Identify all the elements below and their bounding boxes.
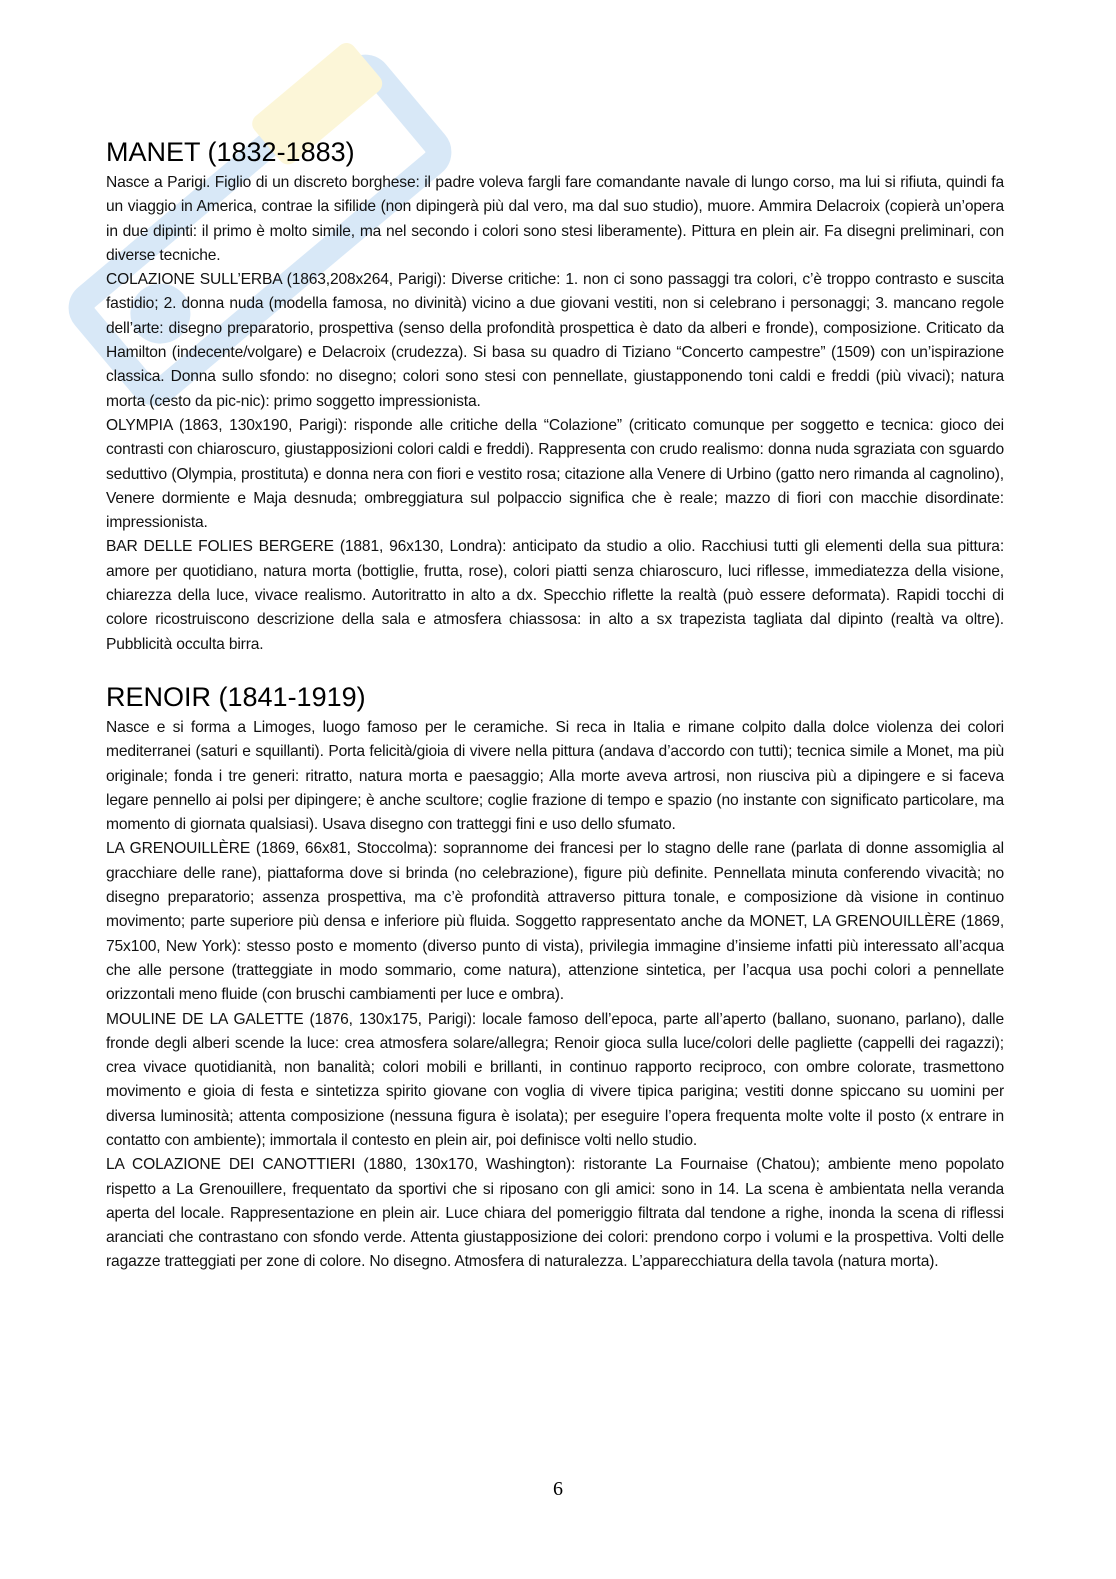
manet-paragraph-bio: Nasce a Parigi. Figlio di un discreto borghese: il padre voleva fargli fare comandante navale di lungo corso, ma lui si rifiuta, quindi fa un viaggio in America, contrae la sifilide (non dipingerà più dal vero, ma dal suo studio), muore. Ammira Delacroix (copierà un’opera in due dipinti: il primo è molto simile, ma nel secondo i colori sono stesi liberamente). Pittura en plein air. Fa disegni preliminari, con diverse tecniche. (106, 174, 1004, 264)
renoir-paragraph-grenouillere: LA GRENOUILLÈRE (1869, 66x81, Stoccolma): soprannome dei francesi per lo stagno delle rane (parlata di donne assomiglia al gracchiare delle rane), piattaforma dove si brinda (no celebrazione), figure più definite. Pennellata minuta conferendo vivacità; no disegno preparatorio; assenza prospettiva, ma c’è profondità attraverso pittura tonale, e composizione dà visione in continuo movimento; parte superiore più densa e inferiore più fluida. Soggetto rappresentato anche da MONET, LA GRENOUILLÈRE (1869, 75x100, New York): stesso posto e momento (diverso punto di vista), privilegia immagine d’insieme infatti più interessato all’acqua che alle persone (tratteggiate in modo sommario, come natura), attenzione sintetica, per l’acqua usa pochi colori a pennellate orizzontali meno fluide (con bruschi cambiamenti per luce e ombra). (106, 840, 1004, 1004)
page-number: 6 (553, 1478, 563, 1500)
manet-paragraph-olympia: OLYMPIA (1863, 130x190, Parigi): risponde alle critiche della “Colazione” (criticato comunque per soggetto e tecnica: gioco dei contrasti con chiaroscuro, giustapposizioni colori caldi e freddi). Rappresenta con crudo realismo: donna nuda sgraziata con sguardo seduttivo (Olympia, prostituta) e donna nera con fiori e vestito rosa; citazione alla Venere di Urbino (gatto nero rimanda al cagnolino), Venere dormiente e Maja desnuda; ombreggiatura sul polpaccio significa che è reale; mazzo di fiori con macchie disordinate: impressionista. (106, 416, 1004, 532)
manet-paragraph-colazione: COLAZIONE SULL’ERBA (1863,208x264, Parigi): Diverse critiche: 1. non ci sono passaggi tra colori, c’è troppo contrasto e suscita fastidio; 2. donna nuda (modella famosa, no divinità) vicino a due giovani vestiti, non si celebrano i personaggi; 3. mancano regole dell’arte: disegno preparatorio, prospettiva (senso della profondità prospettica è dato da alberi e fronde), composizione. Criticato da Hamilton (indecente/volgare) e Delacroix (crudezza). Si basa su quadro di Tiziano “Concerto campestre” (1509) con un’ispirazione classica. Donna sullo sfondo: no disegno; colori sono stesi con pennellate, giustapponendo toni caldi e freddi (più vivaci); natura morta (cesto da pic-nic): primo soggetto impressionista. (106, 271, 1004, 410)
renoir-paragraph-bio: Nasce e si forma a Limoges, luogo famoso per le ceramiche. Si reca in Italia e rimane colpito dalla dolce violenza dei colori mediterranei (saturi e squillanti). Porta felicità/gioia di vivere nella pittura (andava d’accordo con tutti); tecnica simile a Monet, ma più originale; fonda i tre generi: ritratto, natura morta e paesaggio; Alla morte aveva artrosi, non riusciva più a dipingere e si faceva legare pennello ai polsi per dipingere; è anche scultore; coglie frazione di tempo e spazio (no instante con significato particolare, ma momento di giornata qualsiasi). Usava disegno con tratteggi fini e uso dello sfumato. (106, 718, 1004, 834)
document-body (106, 136, 1004, 1275)
section-title-renoir: RENOIR (1841-1919) (106, 681, 366, 712)
renoir-paragraph-canottieri: LA COLAZIONE DEI CANOTTIERI (1880, 130x170, Washington): ristorante La Fournaise (Chatou); ambiente meno popolato rispetto a La Grenouillere, frequentato da sportivi che si riposano con gli amici: sono in 14. La scena è ambientata nella veranda aperta del locale. Rappresentazione en plein air. Luce chiara del pomeriggio filtrata dal tendone a righe, inonda la scena di riflessi aranciati che contrastano con sfondo verde. Attenta giustapposizione dei colori: prendono corpo i volumi e la prospettiva. Volti delle ragazze tratteggiati per zone di colore. No disegno. Atmosfera di naturalezza. L’apparecchiatura della tavola (natura morta). (106, 1156, 1004, 1271)
renoir-paragraph-moulin: MOULINE DE LA GALETTE (1876, 130x175, Parigi): locale famoso dell’epoca, parte all’aperto (ballano, suonano, parlano), dalle fronde degli alberi scende la luce: crea atmosfera solare/allegra; Renoir gioca sulla luce/colori delle pagliette (cappelli dei ragazzi); crea vivace quotidianità, non banalità; colori mobili e brillanti, in continuo rapporto reciproco, con ombre colorate, trasmettono movimento e gioia di festa e sintetizza spirito giovane con voglia di vivere tipica parigina; vestiti donne spiccano su uomini per diversa luminosità; attenta composizione (nessuna figura è isolata); per eseguire l’opera frequenta molte volte il posto (x entrare in contatto con ambiente); immortala il contesto en plein air, poi definisce volti nello studio. (106, 1010, 1004, 1149)
manet-paragraph-bar: BAR DELLE FOLIES BERGERE (1881, 96x130, Londra): anticipato da studio a olio. Racchiusi tutti gli elementi della sua pittura: amore per quotidiano, natura morta (bottiglie, frutta, rose), colori piatti senza chiaroscuro, luci riflesse, immediatezza della visione, chiarezza della luce, vivace realismo. Autoritratto in alto a dx. Specchio riflette la realtà (può essere deformata). Rapidi tocchi di colore ricostruiscono descrizione della sala e atmosfera chiassosa: in alto a sx trapezista tagliata dal dipinto (realtà va oltre). Pubblicità occulta birra. (106, 538, 1004, 653)
section-title-manet: MANET (1832-1883) (106, 137, 355, 167)
